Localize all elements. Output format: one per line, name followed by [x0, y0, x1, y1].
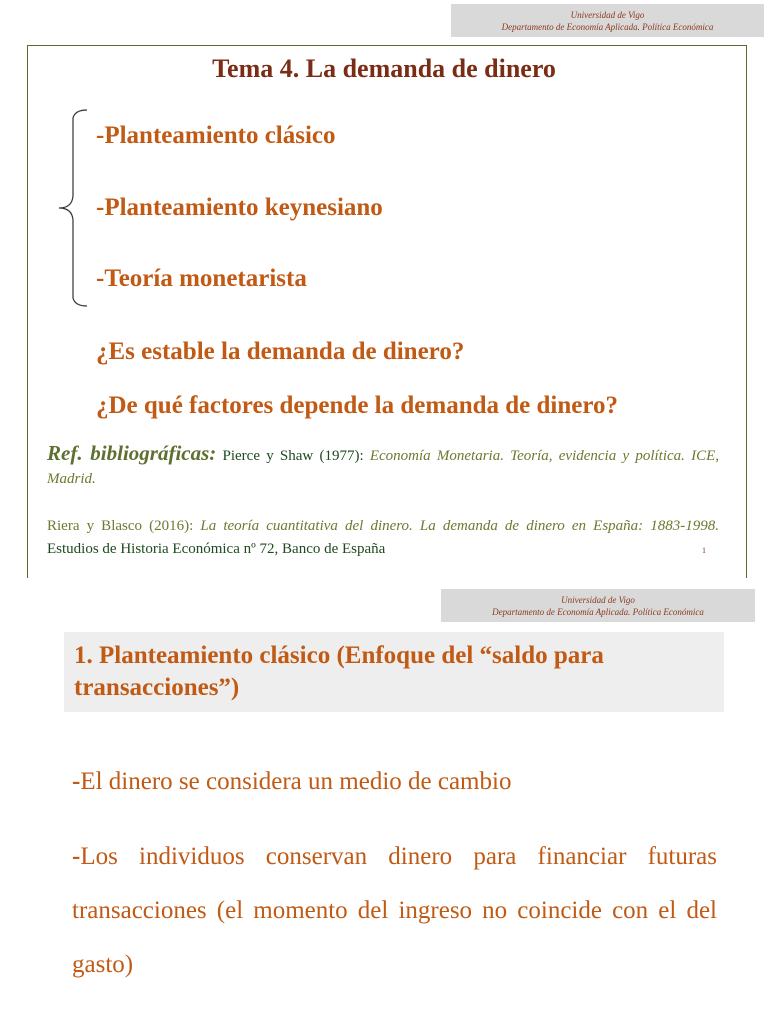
paragraph-text: Los individuos conservan dinero para financiar futuras transacciones (el momento del ingreso no coincide con el del gasto)	[72, 843, 717, 978]
university-header	[441, 589, 755, 622]
reference-2-title: La teoría cuantitativa del dinero. La demanda de dinero en España: 1883-1998.	[200, 518, 720, 534]
department-name: Departamento de Economía Aplicada. Política Económica	[492, 607, 704, 617]
reference-2	[47, 515, 719, 561]
reference-1-authors: Pierce y Shaw (1977):	[222, 448, 364, 464]
department-name: Departamento de Economía Aplicada. Política Económica	[501, 22, 714, 32]
university-name: Universidad de Vigo	[561, 595, 635, 605]
bullet-monetarist: -Teoría monetarista	[96, 265, 307, 292]
paragraph-transactions	[72, 830, 717, 992]
bullet-classical: -Planteamiento clásico	[96, 122, 336, 149]
question-factors: ¿De qué factores depende la demanda de dinero?	[96, 392, 618, 419]
university-name: Universidad de Vigo	[570, 10, 645, 20]
section-title: 1. Planteamiento clásico (Enfoque del “saldo para transacciones”)	[64, 632, 724, 712]
reference-1	[47, 442, 719, 491]
paragraph-text: El dinero se considera un medio de cambio	[80, 768, 512, 795]
university-header	[451, 4, 764, 37]
references-label: Ref. bibliográficas:	[47, 441, 217, 465]
question-stability: ¿Es estable la demanda de dinero?	[96, 338, 465, 365]
paragraph-medium-of-exchange	[72, 755, 717, 809]
paragraph-dash: -	[72, 768, 81, 795]
reference-2-authors: Riera y Blasco (2016):	[47, 518, 194, 534]
curly-brace-icon	[55, 108, 91, 308]
reference-1-title: Economía Monetaria. Teoría, evidencia y política. ICE, Madrid.	[47, 448, 720, 487]
paragraph-dash: -	[72, 843, 81, 870]
slide-title: Tema 4. La demanda de dinero	[212, 54, 556, 83]
slide-2	[0, 578, 768, 1024]
page-number: 1	[702, 546, 706, 555]
bullet-keynesian: -Planteamiento keynesiano	[96, 194, 383, 221]
reference-2-source: Estudios de Historia Económica nº 72, Banco de España	[47, 541, 386, 557]
